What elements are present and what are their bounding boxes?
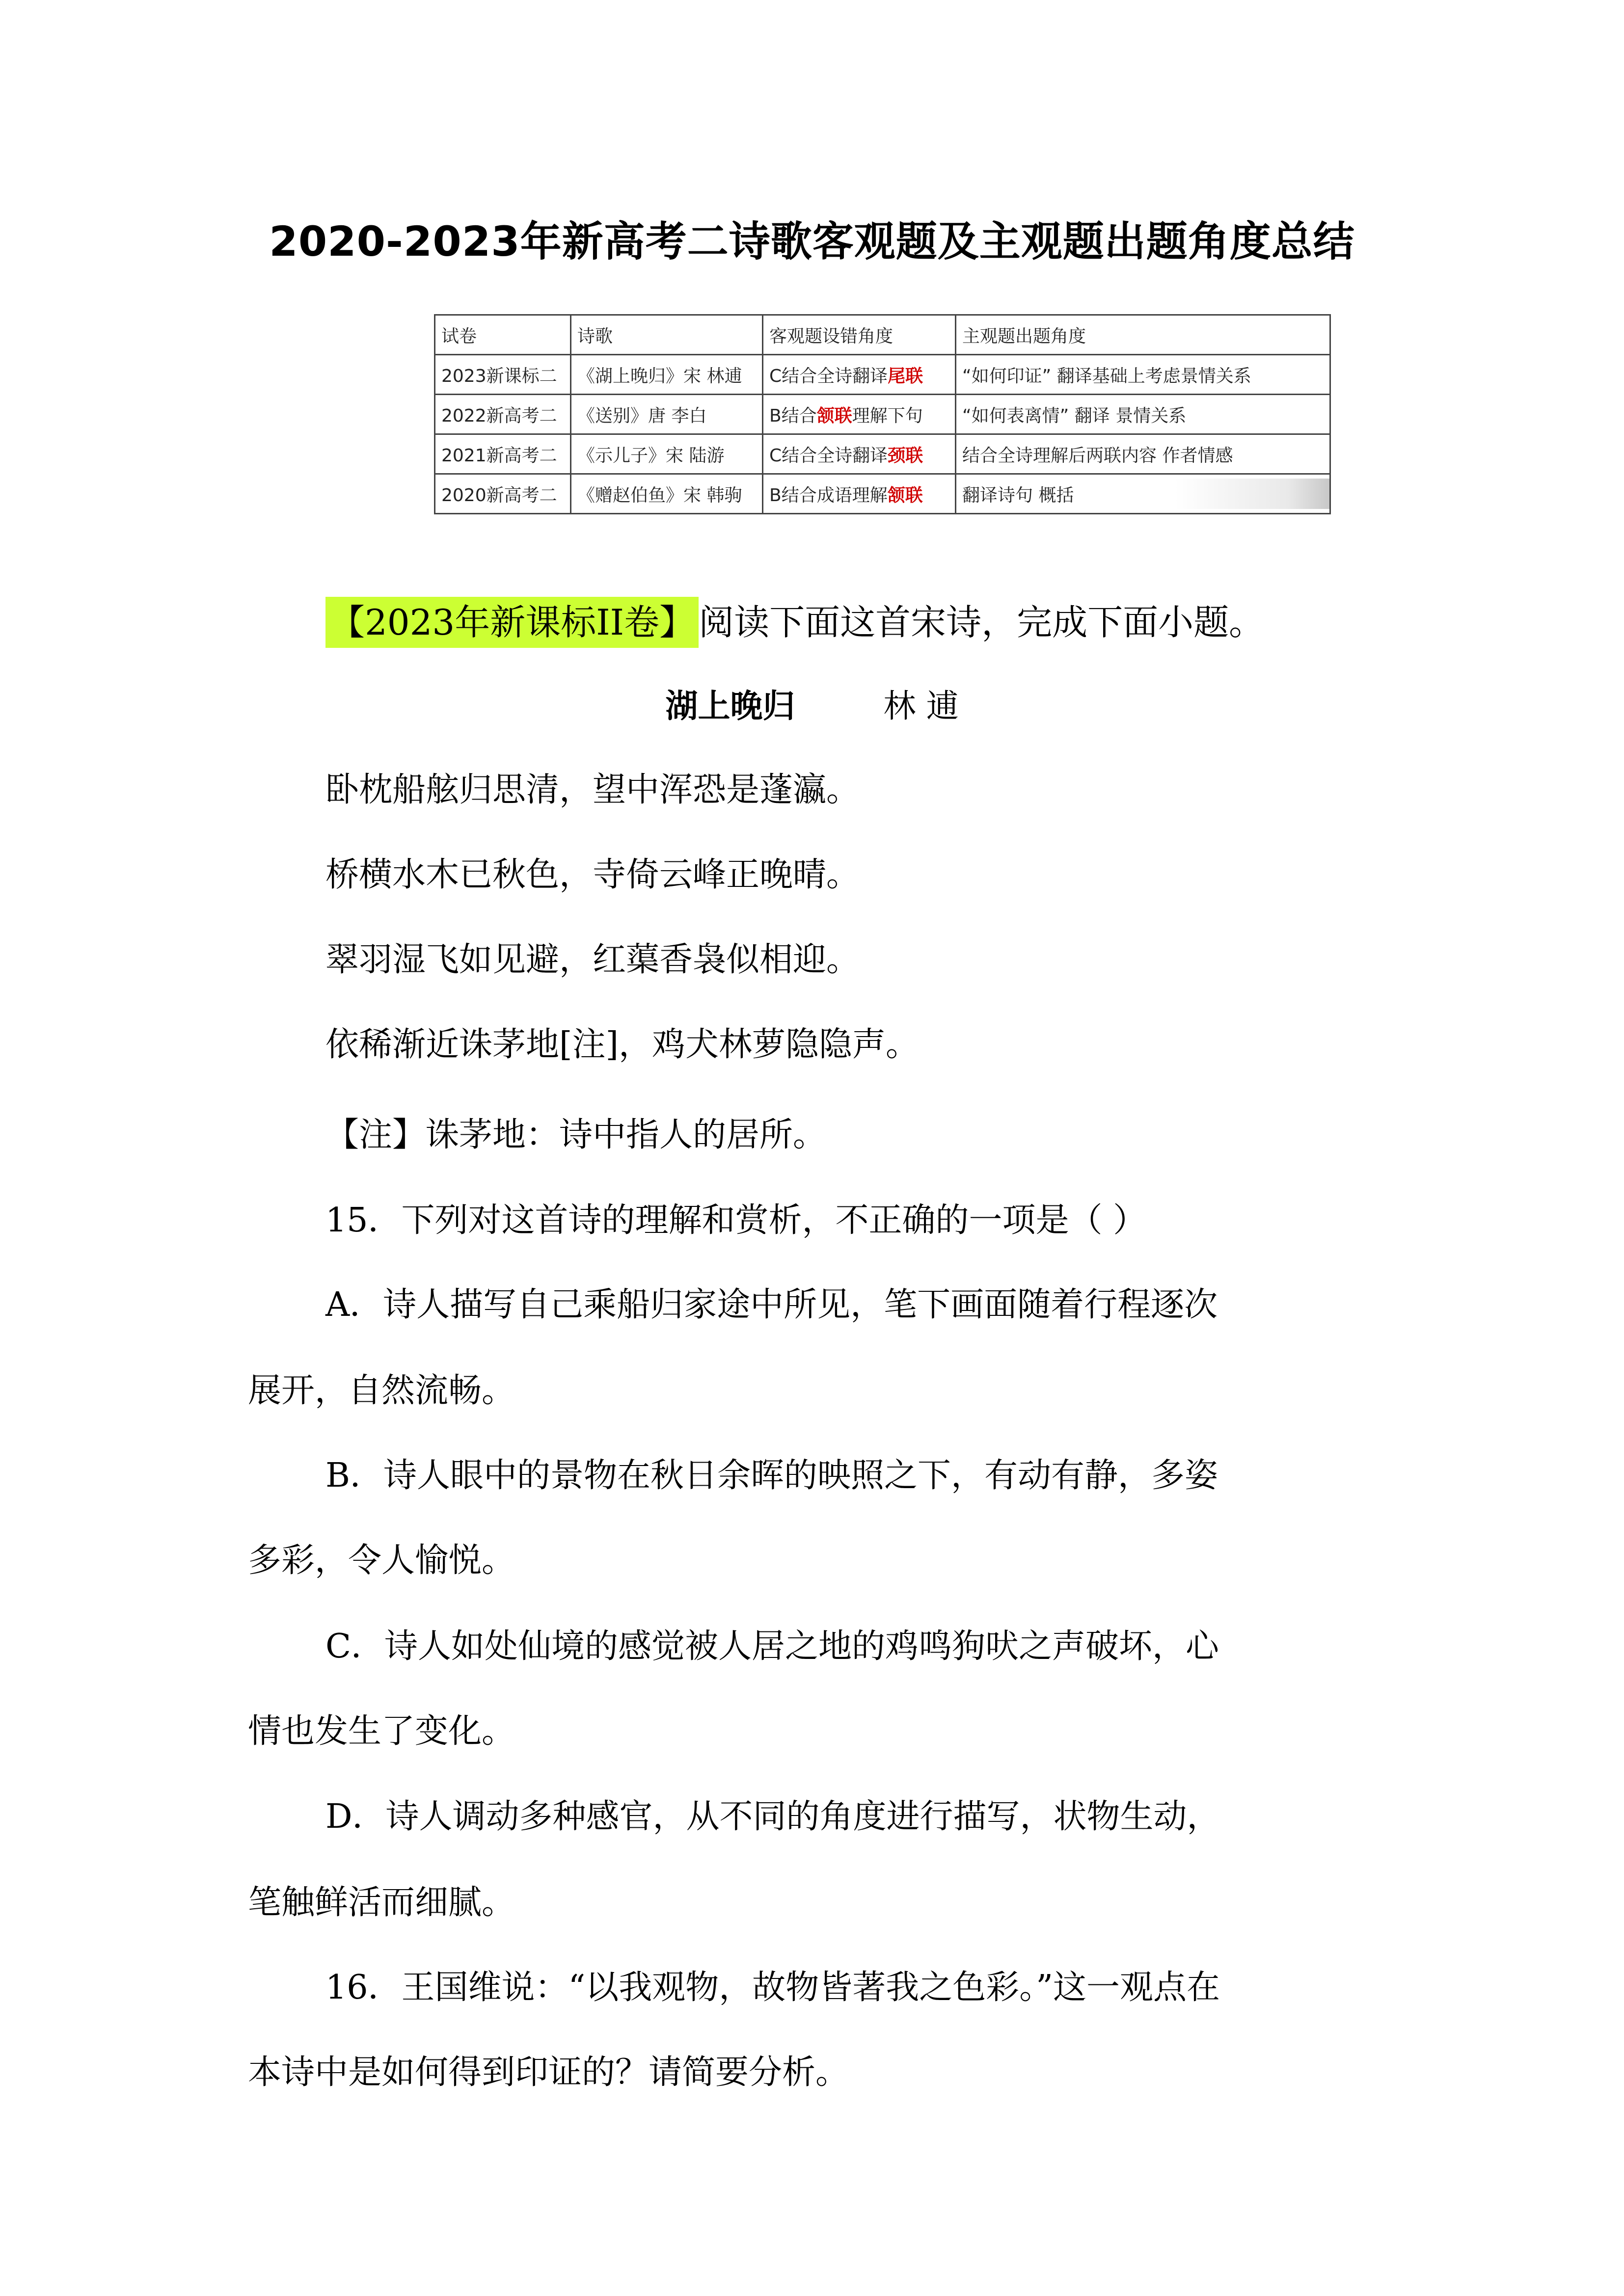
objective-highlight: 颔联 (816, 405, 852, 426)
table-header-cell: 试卷 (435, 315, 571, 355)
table-cell-subjective: 结合全诗理解后两联内容 作者情感 (956, 434, 1330, 474)
table-cell-objective (763, 434, 956, 474)
table-cell-poem: 《示儿子》宋 陆游 (571, 434, 763, 474)
poem-line: 卧枕船舷归思清，望中浑恐是蓬瀛。 (325, 771, 860, 809)
question-15-stem: 15．下列对这首诗的理解和赏析，不正确的一项是（ ） (325, 1201, 1147, 1240)
option-d-continued: 笔触鲜活而细腻。 (248, 1883, 515, 1922)
table-cell-objective (763, 395, 956, 434)
table-row (435, 355, 1330, 395)
table-cell-paper: 2023新课标二 (435, 355, 571, 395)
table-cell-poem: 《送别》唐 李白 (571, 395, 763, 434)
objective-highlight: 尾联 (888, 366, 923, 386)
option-a: A．诗人描写自己乘船归家途中所见，笔下画面随着行程逐次 (325, 1285, 1218, 1324)
table-header-row (435, 315, 1330, 355)
poem-title: 湖上晚归 (665, 687, 795, 725)
exam-tag: 【2023年新课标II卷】 (325, 597, 699, 648)
table-row (435, 395, 1330, 434)
question-16-continued: 本诗中是如何得到印证的？请简要分析。 (248, 2053, 849, 2092)
table-row (435, 434, 1330, 474)
poem-line: 翠羽湿飞如见避，红蕖香袅似相迎。 (325, 940, 860, 979)
poem-line: 依稀渐近诛茅地[注]，鸡犬林萝隐隐声。 (325, 1025, 920, 1064)
blurred-region (1123, 479, 1329, 509)
objective-text: B结合成语理解 (769, 485, 888, 506)
poem-note: 【注】诛茅地：诗中指人的居所。 (325, 1116, 827, 1154)
table-cell-paper: 2022新高考二 (435, 395, 571, 434)
table-cell-paper: 2021新高考二 (435, 434, 571, 474)
table-cell-paper: 2020新高考二 (435, 474, 571, 514)
table-cell-poem: 《赠赵伯鱼》宋 韩驹 (571, 474, 763, 514)
table-cell-subjective: “如何表离情” 翻译 景情关系 (956, 395, 1330, 434)
option-b: B．诗人眼中的景物在秋日余晖的映照之下，有动有静，多姿 (325, 1456, 1218, 1495)
summary-table (434, 314, 1331, 514)
objective-text: 理解下句 (852, 405, 923, 426)
subjective-text: 翻译诗句 概括 (962, 485, 1074, 506)
objective-text: C结合全诗翻译 (769, 445, 888, 466)
option-c: C．诗人如处仙境的感觉被人居之地的鸡鸣狗吠之声破坏，心 (325, 1627, 1219, 1666)
section-intro: 阅读下面这首宋诗，完成下面小题。 (699, 602, 1265, 643)
objective-text: B结合 (769, 405, 817, 426)
table-cell-poem: 《湖上晚归》宋 林逋 (571, 355, 763, 395)
question-16: 16．王国维说：“以我观物，故物皆著我之色彩。”这一观点在 (325, 1968, 1220, 2007)
table-cell-objective (763, 355, 956, 395)
poem-author: 林 逋 (883, 687, 959, 725)
section-heading (325, 594, 1264, 645)
option-d: D．诗人调动多种感官，从不同的角度进行描写，状物生动， (325, 1797, 1220, 1836)
table-header-cell: 客观题设错角度 (763, 315, 956, 355)
poem-line: 桥横水木已秋色，寺倚云峰正晚晴。 (325, 855, 860, 894)
objective-text: C结合全诗翻译 (769, 366, 888, 386)
objective-highlight: 颈联 (888, 445, 923, 466)
table-cell-subjective (956, 474, 1330, 514)
table-header-cell: 主观题出题角度 (956, 315, 1330, 355)
objective-highlight: 颔联 (887, 485, 923, 506)
table-header-cell: 诗歌 (571, 315, 763, 355)
option-c-continued: 情也发生了变化。 (248, 1712, 515, 1751)
page-title: 2020-2023年新高考二诗歌客观题及主观题出题角度总结 (269, 217, 1355, 266)
table-row (435, 474, 1330, 514)
table-cell-subjective: “如何印证” 翻译基础上考虑景情关系 (956, 355, 1330, 395)
table-cell-objective (763, 474, 956, 514)
option-a-continued: 展开，自然流畅。 (248, 1371, 515, 1410)
option-b-continued: 多彩，令人愉悦。 (248, 1541, 515, 1580)
poem-heading (0, 680, 1624, 726)
